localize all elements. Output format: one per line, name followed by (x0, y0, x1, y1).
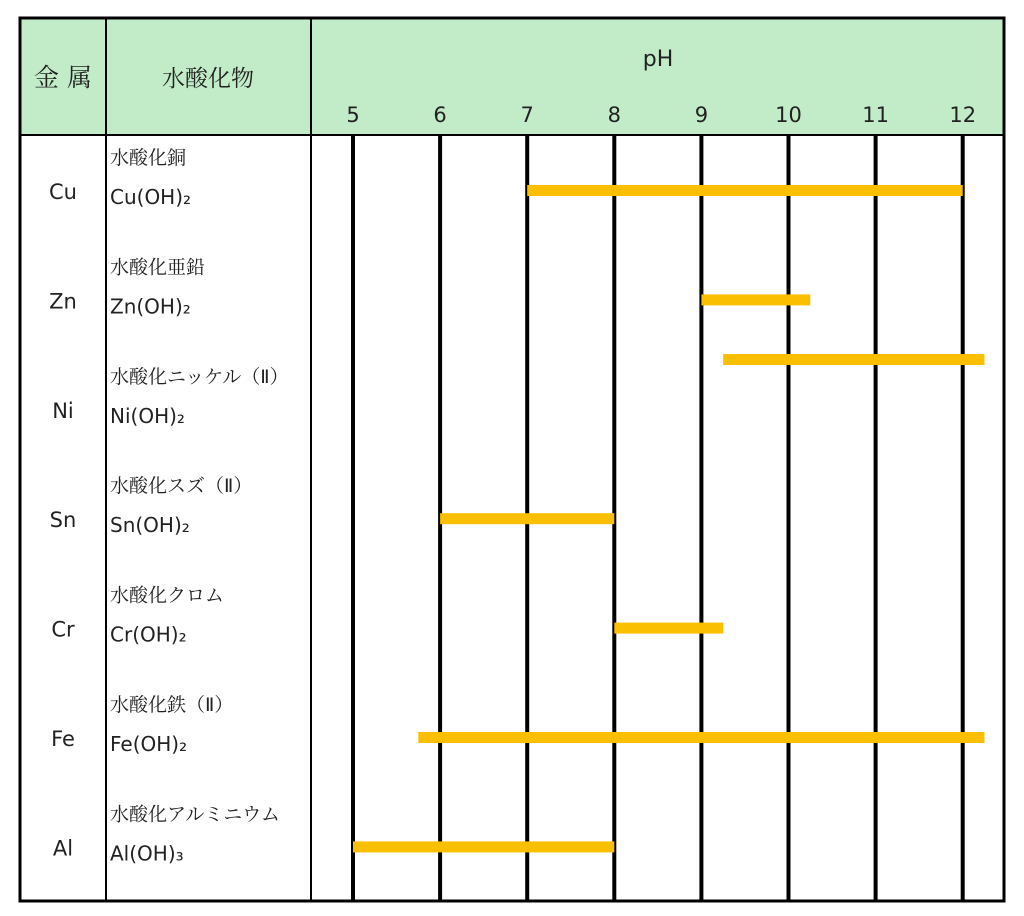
metal-column-header: 金 属 (34, 63, 92, 92)
hydroxide-name: 水酸化鉄（Ⅱ） (110, 694, 234, 716)
metal-label: Cr (51, 617, 75, 642)
ph-range-bar-zn (701, 294, 810, 305)
hydroxide-name: 水酸化銅 (110, 147, 187, 169)
hydroxide-formula: Ni(OH)₂ (110, 403, 185, 428)
ph-range-bars (353, 185, 984, 852)
tick-label-ph-7: 7 (520, 103, 534, 127)
metal-label: Al (52, 836, 74, 861)
hydroxide-name: 水酸化亜鉛 (110, 256, 206, 279)
hydroxide-formula: Cu(OH)₂ (110, 185, 192, 209)
hydroxide-column-header: 水酸化物 (162, 66, 254, 92)
hydroxide-formula: Fe(OH)₂ (110, 732, 188, 756)
tick-label-ph-12: 12 (949, 103, 977, 127)
metal-label: Zn (49, 289, 77, 314)
hydroxide-name: 水酸化クロム (110, 584, 225, 607)
metal-label: Cu (49, 180, 77, 204)
hydroxide-formula: Cr(OH)₂ (110, 622, 187, 647)
hydroxide-formula: Zn(OH)₂ (110, 294, 191, 319)
row-labels (49, 147, 289, 865)
tick-label-ph-11: 11 (862, 103, 889, 127)
tick-label-ph-8: 8 (607, 103, 621, 127)
tick-label-ph-10: 10 (775, 103, 802, 127)
ph-range-bar-fe (418, 732, 984, 743)
tick-label-ph-5: 5 (346, 103, 360, 127)
hydroxide-name: 水酸化アルミニウム (110, 803, 281, 826)
hydroxide-formula: Sn(OH)₂ (110, 513, 190, 538)
ph-axis-title: pH (642, 47, 674, 72)
ph-range-bar-zn-2 (723, 354, 984, 365)
hydroxide-name: 水酸化ニッケル（Ⅱ） (110, 365, 289, 388)
tick-label-ph-6: 6 (433, 103, 447, 127)
ph-range-bar-sn (440, 513, 614, 524)
tick-label-ph-9: 9 (694, 103, 709, 127)
ph-range-bar-cr (614, 623, 723, 634)
hydroxide-formula: Al(OH)₃ (110, 841, 184, 866)
ph-range-bar-cu (527, 185, 963, 196)
metal-label: Sn (49, 508, 77, 533)
metal-label: Fe (51, 727, 75, 751)
ph-range-bar-al (353, 841, 614, 852)
metal-label: Ni (52, 398, 74, 423)
hydroxide-name: 水酸化スズ（Ⅱ） (110, 475, 253, 498)
